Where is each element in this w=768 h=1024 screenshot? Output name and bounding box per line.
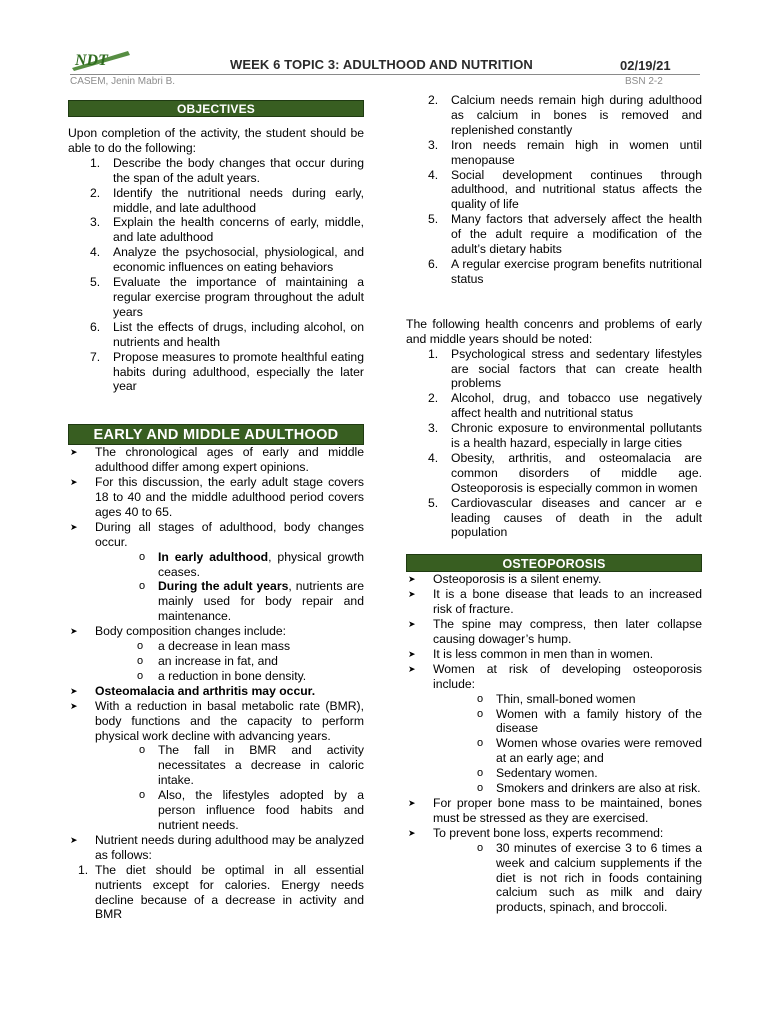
sub-bullet-item: o Smokers and drinkers are also at risk. bbox=[477, 781, 701, 796]
list-item: 5. Many factors that adversely affect the health of the adult require a modification of the adult’s dietary habits bbox=[428, 212, 702, 257]
arrow-bullet-icon: ➤ bbox=[70, 700, 78, 711]
author-name: CASEM, Jenin Mabri B. bbox=[70, 76, 176, 87]
arrow-bullet-icon: ➤ bbox=[70, 685, 78, 696]
list-item: 3. Iron needs remain high in women until menopause bbox=[428, 137, 702, 167]
early-middle-heading: EARLY AND MIDDLE ADULTHOOD bbox=[68, 424, 364, 445]
sub-bullet-item: o The fall in BMR and activity necessitates a decrease in caloric intake. bbox=[139, 743, 364, 788]
circle-bullet-icon: o bbox=[139, 550, 146, 563]
class-section: BSN 2-2 bbox=[625, 76, 663, 87]
circle-bullet-icon: o bbox=[137, 655, 144, 667]
ndt-logo bbox=[70, 48, 132, 72]
list-item: 2. Identify the nutritional needs during early, middle, and late adulthood bbox=[90, 185, 364, 215]
circle-bullet-icon: o bbox=[139, 580, 146, 593]
bullet-item: ➤ It is less common in men than in women. bbox=[408, 646, 654, 661]
osteoporosis-heading: OSTEOPOROSIS bbox=[406, 554, 702, 572]
arrow-bullet-icon: ➤ bbox=[70, 521, 78, 532]
sub-bullet-item: o In early adulthood, physical growth ceases. bbox=[139, 549, 364, 579]
svg-text:NDT: NDT bbox=[75, 52, 108, 69]
arrow-bullet-icon: ➤ bbox=[408, 797, 416, 808]
sub-bullet-item: o Sedentary women. bbox=[477, 766, 598, 781]
arrow-bullet-icon: ➤ bbox=[408, 663, 416, 674]
objectives-list bbox=[68, 156, 364, 395]
circle-bullet-icon: o bbox=[477, 692, 484, 705]
circle-bullet-icon: o bbox=[139, 744, 146, 757]
list-item: 2. Calcium needs remain high during adulthood as calcium in bones is removed and replenished constantly bbox=[428, 93, 702, 137]
list-item: 4. Analyze the psychosocial, physiological, and economic influences on eating behaviors bbox=[90, 245, 364, 275]
bullet-item: ➤ The chronological ages of early and middle adulthood differ among expert opinions. bbox=[70, 445, 364, 475]
list-item: 4. Obesity, arthritis, and osteomalacia are common disorders of middle age. Osteoporosis is especially common in women bbox=[428, 450, 702, 495]
sub-bullet-item: o 30 minutes of exercise 3 to 6 times a week and calcium supplements if the diet is not rich in foods containing calcium such as milk and dairy products, spinach, and broccoli. bbox=[477, 840, 702, 915]
list-item: 1. The diet should be optimal in all essential nutrients except for calories. Energy needs decline because of a decrease in activity and BMR bbox=[78, 862, 364, 922]
bullet-item: ➤ Body composition changes include: bbox=[70, 624, 287, 639]
arrow-bullet-icon: ➤ bbox=[408, 827, 416, 838]
list-item: 7. Propose measures to promote healthful eating habits during adulthood, especially the later year bbox=[90, 349, 364, 394]
list-item: 1. Describe the body changes that occur during the span of the adult years. bbox=[90, 155, 364, 185]
sub-bullet-item: o Women with a family history of the disease bbox=[477, 706, 702, 736]
arrow-bullet-icon: ➤ bbox=[70, 477, 78, 488]
document-title: WEEK 6 TOPIC 3: ADULTHOOD AND NUTRITION bbox=[230, 57, 533, 72]
circle-bullet-icon: o bbox=[477, 707, 484, 720]
bullet-item: ➤ Osteomalacia and arthritis may occur. bbox=[70, 683, 316, 698]
circle-bullet-icon: o bbox=[477, 737, 484, 750]
sub-bullet-item: o a decrease in lean mass bbox=[137, 639, 291, 654]
circle-bullet-icon: o bbox=[139, 789, 146, 802]
bullet-item: ➤ Women at risk of developing osteoporosis include: bbox=[408, 661, 702, 691]
sub-bullet-item: o a reduction in bone density. bbox=[137, 668, 307, 683]
arrow-bullet-icon: ➤ bbox=[70, 834, 78, 845]
circle-bullet-icon: o bbox=[477, 841, 484, 854]
circle-bullet-icon: o bbox=[137, 640, 144, 653]
bullet-item: ➤ For this discussion, the early adult stage covers 18 to 40 and the middle adulthood period covers ages 40 to 65. bbox=[70, 475, 364, 519]
list-item: 2. Alcohol, drug, and tobacco use negatively affect health and nutritional status bbox=[428, 391, 702, 421]
arrow-bullet-icon: ➤ bbox=[70, 626, 78, 637]
health-intro: The following health concenrs and problems of early and middle years should be noted: bbox=[406, 316, 702, 346]
list-item: 4. Social development continues through adulthood, and nutritional status affects the quality of life bbox=[428, 167, 702, 212]
bullet-item: ➤ For proper bone mass to be maintained, bones must be stressed as they are exercised. bbox=[408, 795, 702, 825]
list-item: 6. List the effects of drugs, including alcohol, on nutrients and health bbox=[90, 319, 364, 349]
list-item: 3. Explain the health concerns of early, middle, and late adulthood bbox=[90, 215, 364, 245]
circle-bullet-icon: o bbox=[137, 669, 144, 682]
sub-bullet-item: o Also, the lifestyles adopted by a person influence food habits and nutrient needs. bbox=[139, 788, 364, 832]
objectives-intro: Upon completion of the activity, the student should be able to do the following: bbox=[68, 126, 364, 155]
sub-bullet-item: o Thin, small-boned women bbox=[477, 691, 636, 706]
bullet-item: ➤ Nutrient needs during adulthood may be analyzed as follows: bbox=[70, 832, 364, 862]
arrow-bullet-icon: ➤ bbox=[408, 589, 416, 600]
header-rule bbox=[70, 74, 700, 75]
document-date: 02/19/21 bbox=[620, 58, 671, 73]
arrow-bullet-icon: ➤ bbox=[408, 648, 416, 659]
bullet-item: ➤ It is a bone disease that leads to an increased risk of fracture. bbox=[408, 587, 702, 617]
bullet-item: ➤ To prevent bone loss, experts recommend: bbox=[408, 825, 664, 840]
bullet-item: ➤ During all stages of adulthood, body changes occur. bbox=[70, 519, 364, 549]
list-item: 5. Cardiovascular diseases and cancer ar e leading causes of death in the adult population bbox=[428, 495, 702, 540]
list-item: 6. A regular exercise program benefits nutritional status bbox=[428, 256, 702, 286]
sub-bullet-item: o Women whose ovaries were removed at an early age; and bbox=[477, 736, 702, 766]
bullet-item: ➤ Osteoporosis is a silent enemy. bbox=[408, 572, 602, 587]
circle-bullet-icon: o bbox=[477, 782, 484, 795]
bullet-item: ➤ With a reduction in basal metabolic rate (BMR), body functions and the capacity to perform physical work decline with advancing years. bbox=[70, 698, 364, 743]
arrow-bullet-icon: ➤ bbox=[70, 447, 78, 458]
right-column bbox=[406, 93, 702, 915]
list-item: 1. Psychological stress and sedentary lifestyles are social factors that can create health problems bbox=[428, 346, 702, 391]
arrow-bullet-icon: ➤ bbox=[408, 619, 416, 630]
bullet-item: ➤ The spine may compress, then later collapse causing dowager’s hump. bbox=[408, 617, 702, 646]
circle-bullet-icon: o bbox=[477, 767, 484, 780]
list-item: 3. Chronic exposure to environmental pollutants is a health hazard, especially in large cities bbox=[428, 421, 702, 451]
list-item: 5. Evaluate the importance of maintaining a regular exercise program throughout the adult years bbox=[90, 275, 364, 319]
objectives-heading: OBJECTIVES bbox=[68, 100, 364, 117]
arrow-bullet-icon: ➤ bbox=[408, 574, 416, 585]
left-column bbox=[68, 100, 364, 922]
sub-bullet-item: o During the adult years, nutrients are mainly used for body repair and maintenance. bbox=[139, 579, 364, 624]
sub-bullet-item: o an increase in fat, and bbox=[137, 654, 278, 668]
